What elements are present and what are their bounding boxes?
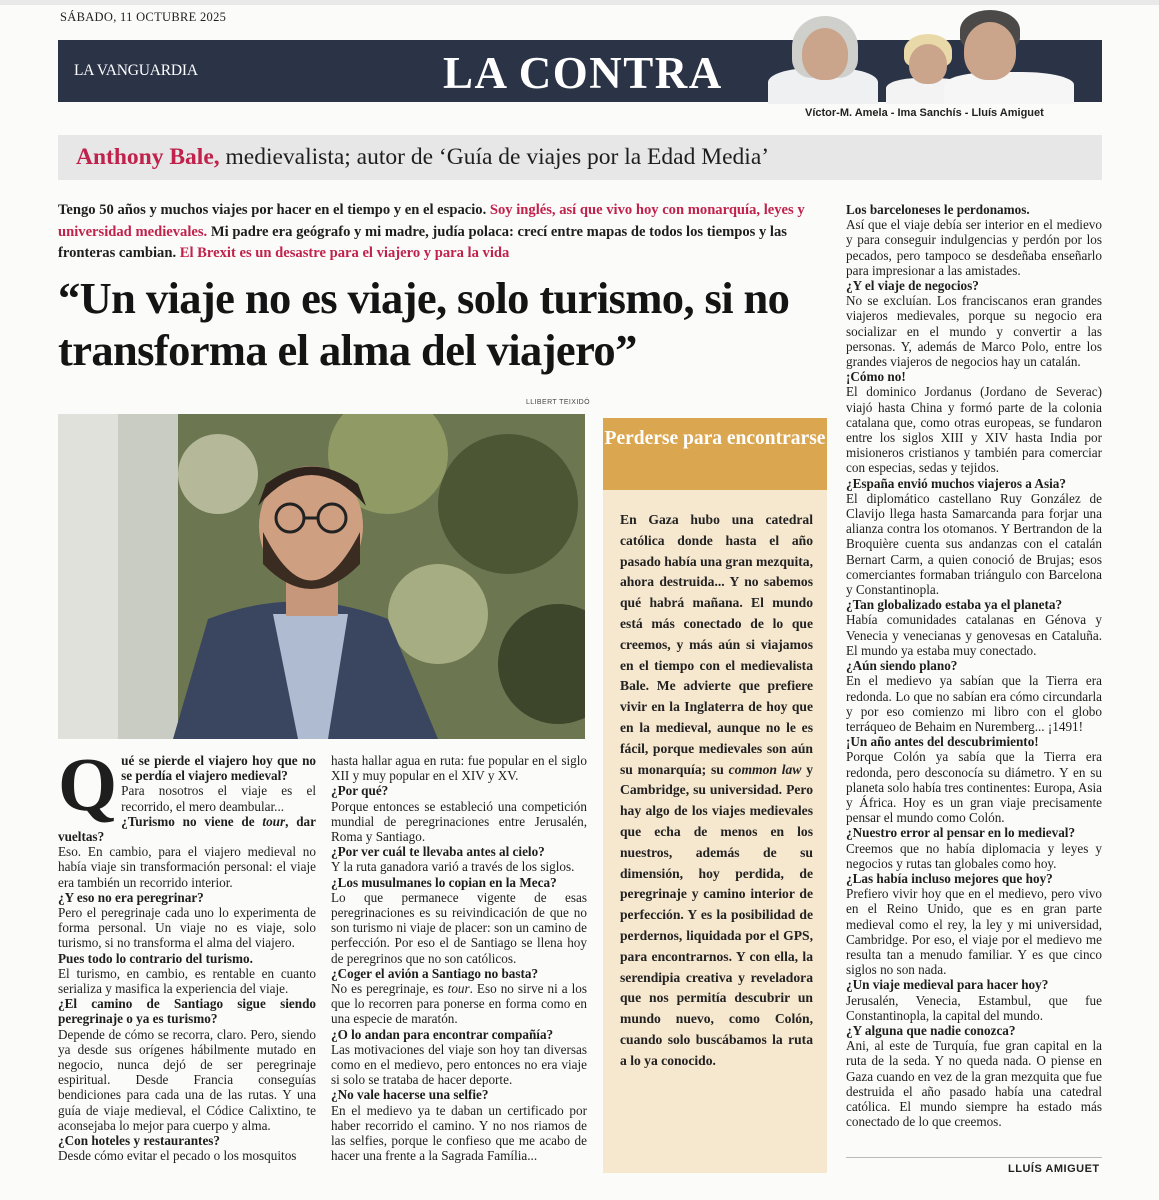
answer: Desde cómo evitar el pecado o los mosquitos — [58, 1148, 297, 1164]
question: ¿Nuestro error al pensar en lo medieval? — [846, 825, 1076, 841]
question: ¿O lo andan para encontrar compañía? — [331, 1026, 554, 1042]
drop-cap: Q — [58, 743, 118, 827]
question: ¿Aún siendo plano? — [846, 658, 958, 674]
brand-logo: LA VANGUARDIA — [74, 62, 198, 79]
question: ¿El camino de Santiago sigue siendo peregrinaje o ya es turismo? — [58, 996, 316, 1027]
question: ¿Coger el avión a Santiago no basta? — [331, 965, 539, 981]
page-date: SÁBADO, 11 OCTUBRE 2025 — [60, 10, 227, 24]
portrait-photo — [58, 414, 585, 739]
column-1 — [58, 743, 316, 1164]
column-3 — [846, 202, 1102, 1129]
column-2 — [331, 753, 587, 1163]
answer: Ani, al este de Turquía, fue gran capital en la ruta de la seda. Y no queda nada. O piense en Gaza cuando en vez de la gran mezquita que fue destruida el año pasado había una catedral católica. El mundo siempre ha estado más conectado de lo que creemos. — [846, 1038, 1102, 1130]
answer: Porque Colón ya sabía que la Tierra era redonda, pero desconocía su diámetro. Y en su planeta solo había tres continentes: Europa, Asia y África. Hoy es un gran viaje precisamente pensar el mundo como Colón. — [846, 749, 1102, 826]
sidebar-box — [603, 418, 827, 1173]
answer: Eso. En cambio, para el viajero medieval no había viaje sin transformación personal: el viaje era también un recorrido interior. — [58, 844, 316, 890]
answer: Las motivaciones del viaje son hoy tan diversas como en el medievo, pero entonces no era viaje si solo se trataba de hacer deporte. — [331, 1041, 587, 1088]
interviewee-role: medievalista; autor de ‘Guía de viajes por la Edad Media’ — [219, 144, 770, 170]
question: ¿Turismo no viene de tour, dar vueltas? — [58, 813, 316, 845]
answer: No se excluían. Los franciscanos eran grandes viajeros medievales, porque su negocio era socializar en el mundo y convertir a las personas. Y, además de Marco Polo, entre los grandes viajeros de negocios hay un catalán. — [846, 293, 1102, 370]
question: Los barceloneses le perdonamos. — [846, 202, 1030, 217]
intro-highlight: Soy inglés, así que vivo hoy con monarquía, leyes y universidad medievales. — [58, 202, 805, 240]
question: ¿Los musulmanes lo copian en la Meca? — [331, 874, 557, 890]
sidebar-text — [620, 510, 813, 1072]
sidebar-part: y Cambridge, su universidad. Pero hay algo de los viajes medievales que echa de menos en los nuestros, además de su dimensión, hoy perdida, de peregrinaje y camino interior de perfección. Y es la posibilidad de perdernos, liquidada por el GPS, para encontrarnos. Y con ella, la serendipia creativa y reveladora que nos permitía descubrir un mundo nuevo, como Colón, cuando solo buscábamos la ruta a lo ya conocido. — [620, 761, 813, 1068]
sidebar-part: En Gaza hubo una catedral católica donde hasta el año pasado había una gran mezquita, ahora destruida... Y no sabemos qué habrá mañana. El mundo está más conectado de lo que creemos, y más aún si viajamos en el tiempo con el medievalista Bale. Me advierte que prefiere vivir en la Inglaterra de hoy que en la medieval, aunque no le es fácil, porque medievales son aún su monarquía; su — [620, 512, 814, 777]
question: ¿Y alguna que nadie conozca? — [846, 1022, 1016, 1038]
question: ¡Cómo no! — [846, 369, 906, 385]
question: ¿Las había incluso mejores que hoy? — [846, 870, 1053, 886]
answer: Y la ruta ganadora varió a través de los siglos. — [331, 859, 575, 875]
answer: Pero el peregrinaje cada uno lo experimenta de forma personal. Un viaje no es viaje, solo turismo, si no transforma el alma del viajero. — [58, 905, 316, 951]
answer: Para nosotros el viaje es el recorrido, el mero deambular... — [121, 783, 316, 814]
question: ¿No vale hacerse una selfie? — [331, 1087, 489, 1103]
intro-highlight: El Brexit es un desastre para el viajero y para la vida — [179, 245, 510, 261]
question: ¿Por qué? — [331, 783, 389, 799]
question: ¿Tan globalizado estaba ya el planeta? — [846, 597, 1063, 613]
sidebar-italic: common law — [728, 761, 802, 777]
answer: El diplomático castellano Ruy González de Clavijo llega hasta Samarcanda para forjar una alianza contra los otomanos. Y Bertrandon de la Broquière cuenta sus andanzas con el catalán Bernart Carm, a quien conoció de Brujas; esos comerciantes formaban triángulo con Barcelona y Constantinopla. — [846, 490, 1102, 598]
signoff: LLUÍS AMIGUET — [1008, 1163, 1100, 1175]
answer: Prefiero vivir hoy que en el medievo, pero vivo en el Reino Unido, que es en gran parte medieval como el rey, la ley y mi universidad, Cambridge. Por eso, el viaje por el medievo me resulta tan a menudo familiar. Y es que cinco siglos no son nada. — [846, 886, 1102, 978]
answer: En el medievo ya sabían que la Tierra era redonda. Lo que no sabían era cómo circundarla y por eso comienzo mi libro con el globo terráqueo de Behaim en Nuremberg... ¡1491! — [846, 673, 1102, 734]
interviewee-banner — [58, 135, 1102, 180]
answer: El turismo, en cambio, es rentable en cuanto serializa y masifica la experiencia del viaje. — [58, 965, 316, 997]
interviewee-name: Anthony Bale, — [76, 144, 220, 170]
answer: Creemos que no había diplomacia y leyes y negocios y rutas tan globales como hoy. — [846, 840, 1102, 871]
question: ¿España envió muchos viajeros a Asia? — [846, 475, 1066, 491]
intro-part: Tengo 50 años y muchos viajes por hacer en el tiempo y en el espacio. — [58, 202, 490, 218]
bylines: Víctor-M. Amela - Ima Sanchís - Lluís Amiguet — [805, 107, 1044, 119]
answer: Porque entonces se estableció una competición mundial de peregrinaciones entre Jerusalén, Roma y Santiago. — [331, 798, 587, 845]
question: ¿Con hoteles y restaurantes? — [58, 1133, 221, 1149]
section-title: LA CONTRA — [443, 48, 723, 98]
intro-part: Mi padre era geógrafo y mi madre, judía polaca: crecí entre mapas de todos los tiempos y las fronteras cambian. — [58, 223, 787, 261]
sidebar-title: Perderse para encontrarse — [603, 418, 827, 490]
answer: Depende de cómo se recorra, claro. Pero, siendo ya desde sus orígenes hábilmente mutado en negocio, nunca dejó de ser peregrinaje espiritual. Desde Francia conseguías bendiciones para cada una de las rutas. Y una guía de viaje medieval, el Códice Calixtino, te aconsejaba lo mejor para cuerpo y alma. — [58, 1026, 316, 1133]
answer: En el medievo ya te daban un certificado por haber recorrido el camino. Y no nos riamos de las selfies, porque le confieso que me acabo de hacer una frente a la Sagrada Família... — [331, 1102, 587, 1164]
question: ¿Y el viaje de negocios? — [846, 278, 979, 294]
question: ¿Y eso no era peregrinar? — [58, 889, 204, 905]
answer: El dominico Jordanus (Jordano de Severac) viajó hasta China y formó parte de la colonia catalana que, como otras europeas, se fundaron entre los siglos XIII y XIV hasta India por misioneros cristianos y también para comerciar con especias, sedas y tejidos. — [846, 384, 1102, 476]
answer: Así que el viaje debía ser interior en el medievo y para conseguir indulgencias y perdón por los pecados, pero tampoco se desdeñaba enseñarlo para impresionar a las amistades. — [846, 217, 1102, 278]
question: ¿Por ver cuál te llevaba antes al cielo? — [331, 844, 545, 860]
question: ué se pierde el viajero hoy que no se perdía el viajero medieval? — [121, 753, 316, 784]
top-strip — [0, 0, 1159, 5]
headline: “Un viaje no es viaje, solo turismo, si no transforma el alma del viajero” — [58, 273, 790, 375]
answer: Jerusalén, Venecia, Estambul, que fue Constantinopla, la capital del mundo. — [846, 992, 1102, 1023]
answer: hasta hallar agua en ruta: fue popular en el siglo XII y muy popular en el XIV y XV. — [331, 753, 587, 784]
photo-credit: LLIBERT TEIXIDÓ — [526, 399, 590, 406]
authors-portrait — [708, 14, 1108, 104]
answer: Lo que permanece vigente de esas peregrinaciones es su reivindicación de que no son turismo ni viaje de placer: son un camino de perfección. Por eso el de Santiago se llena hoy de peregrinos que no son católicos. — [331, 889, 587, 966]
signoff-rule — [846, 1157, 1102, 1158]
question: ¡Un año antes del descubrimiento! — [846, 734, 1039, 750]
intro-text — [58, 200, 830, 265]
question: Pues todo lo contrario del turismo. — [58, 950, 253, 966]
answer: Había comunidades catalanas en Génova y Venecia y venecianas y genovesas en Cataluña. El mundo ya estaba muy conectado. — [846, 612, 1102, 658]
question: ¿Un viaje medieval para hacer hoy? — [846, 977, 1049, 993]
answer: No es peregrinaje, es tour. Eso no sirve ni a los que lo recorren para ponerse en forma como en una especie de maratón. — [331, 981, 587, 1027]
